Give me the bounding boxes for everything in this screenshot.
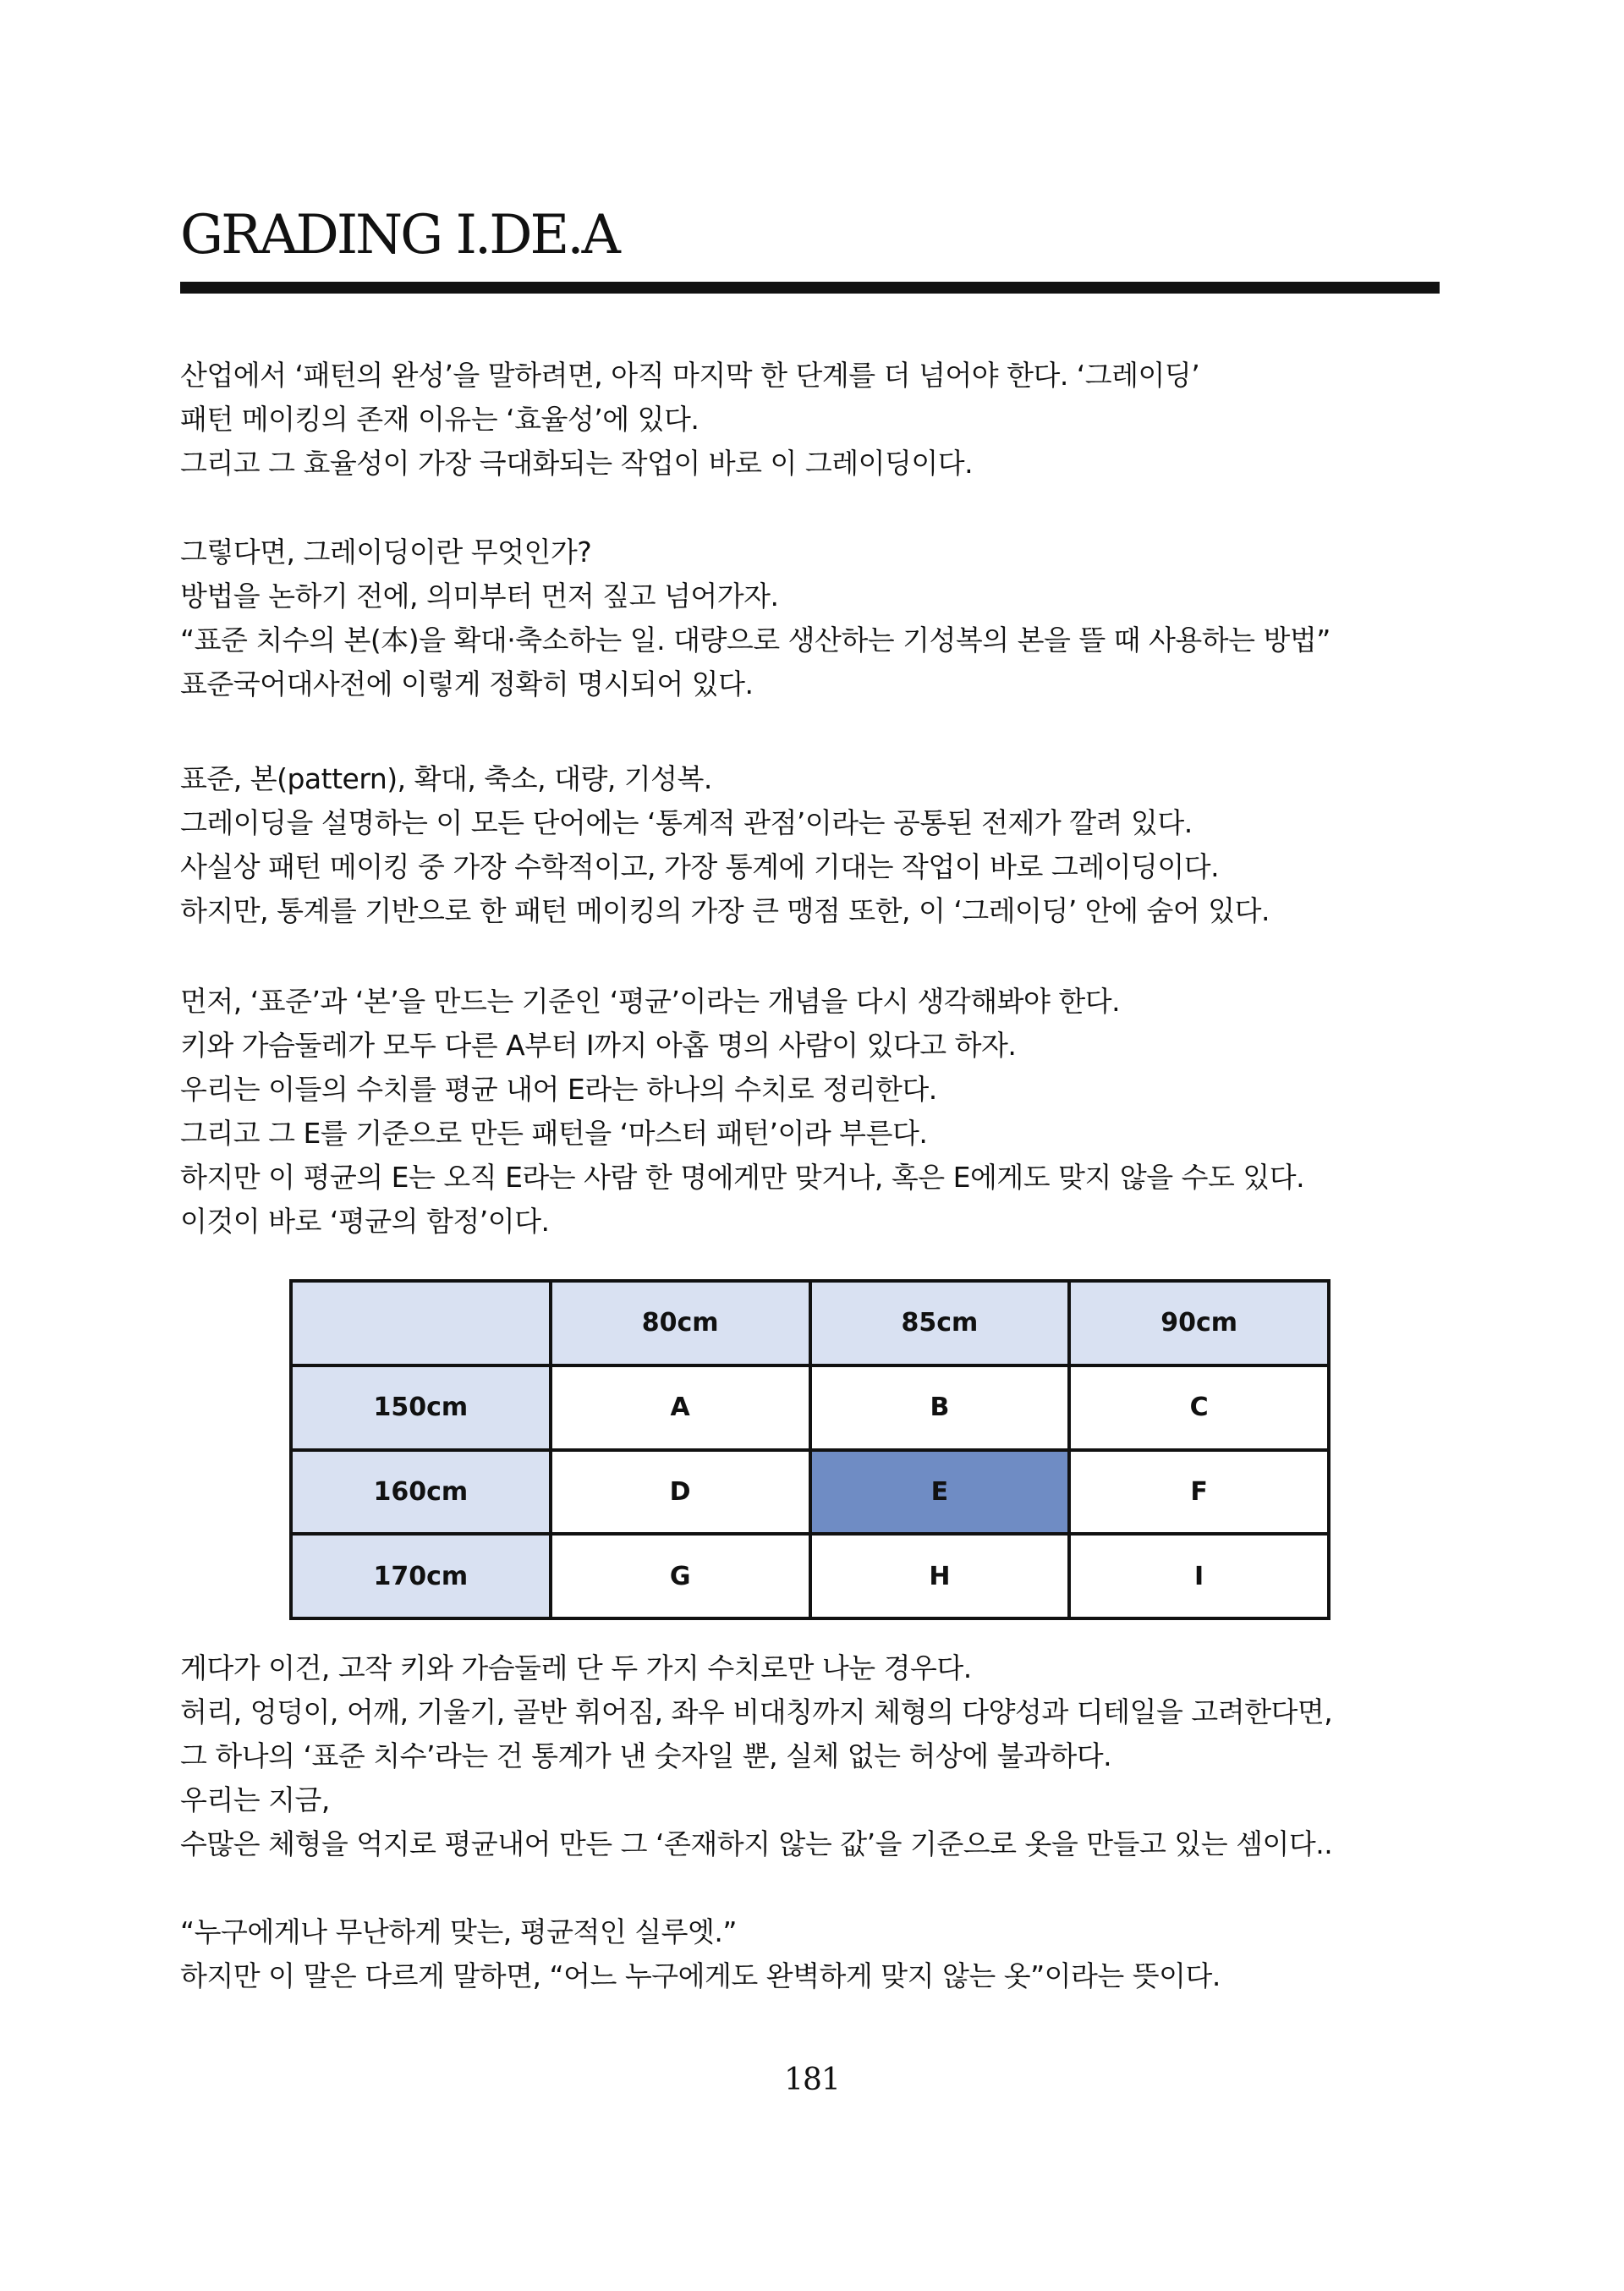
page-title: GRADING I.DE.A	[180, 204, 618, 266]
paragraph-body-diversity	[180, 1646, 1466, 1866]
table-cell: G	[551, 1534, 810, 1618]
text-line: 표준국어대사전에 이렇게 정확히 명시되어 있다.	[180, 668, 754, 700]
row-header-height: 160cm	[291, 1450, 551, 1535]
table-cell: C	[1069, 1365, 1329, 1450]
paragraph-grading-intro	[180, 354, 1466, 486]
table-cell: D	[551, 1450, 810, 1535]
text-line: 그렇다면, 그레이딩이란 무엇인가?	[180, 536, 592, 569]
page-number: 181	[784, 2063, 840, 2097]
text-line: 허리, 엉덩이, 어깨, 기울기, 골반 휘어짐, 좌우 비대칭까지 체형의 다양성과 디테일을 고려한다면,	[180, 1695, 1333, 1728]
text-line: 방법을 논하기 전에, 의미부터 먼저 짚고 넘어가자.	[180, 580, 779, 613]
size-grid-table	[289, 1279, 1330, 1620]
text-line: 키와 가슴둘레가 모두 다른 A부터 I까지 아홉 명의 사람이 있다고 하자.	[180, 1029, 1017, 1062]
text-line: 패턴 메이킹의 존재 이유는 ‘효율성’에 있다.	[180, 403, 700, 436]
text-line: 이것이 바로 ‘평균의 함정’이다.	[180, 1205, 550, 1238]
text-line: 그 하나의 ‘표준 치수’라는 건 통계가 낸 숫자일 뿐, 실체 없는 허상에 불과하다.	[180, 1739, 1112, 1772]
table-row	[291, 1450, 1329, 1535]
paragraph-statistics	[180, 757, 1466, 933]
row-header-height: 170cm	[291, 1534, 551, 1618]
column-header-chest: 90cm	[1069, 1281, 1329, 1365]
text-line: 먼저, ‘표준’과 ‘본’을 만드는 기준인 ‘평균’이라는 개념을 다시 생각해봐야 한다.	[180, 985, 1121, 1018]
table-cell: F	[1069, 1450, 1329, 1535]
text-line: “누구에게나 무난하게 맞는, 평균적인 실루엣.”	[180, 1915, 737, 1948]
text-line: 우리는 이들의 수치를 평균 내어 E라는 하나의 수치로 정리한다.	[180, 1073, 937, 1106]
table-cell: A	[551, 1365, 810, 1450]
paragraph-definition	[180, 530, 1466, 706]
row-header-height: 150cm	[291, 1365, 551, 1450]
text-line: “표준 치수의 본(本)을 확대·축소하는 일. 대량으로 생산하는 기성복의 본을 뜰 때 사용하는 방법”	[180, 624, 1330, 657]
text-line: 표준, 본(pattern), 확대, 축소, 대량, 기성복.	[180, 762, 712, 795]
table-row	[291, 1365, 1329, 1450]
text-line: 게다가 이건, 고작 키와 가슴둘레 단 두 가지 수치로만 나눈 경우다.	[180, 1651, 972, 1684]
table-cell-highlighted-average: E	[810, 1450, 1070, 1535]
paragraph-average-trap	[180, 980, 1466, 1244]
title-underline	[180, 282, 1440, 294]
text-line: 하지만 이 평균의 E는 오직 E라는 사람 한 명에게만 맞거나, 혹은 E에게도 맞지 않을 수도 있다.	[180, 1161, 1305, 1194]
text-line: 그레이딩을 설명하는 이 모든 단어에는 ‘통계적 관점’이라는 공통된 전제가 깔려 있다.	[180, 806, 1193, 839]
column-header-chest: 85cm	[810, 1281, 1070, 1365]
text-line: 수많은 체형을 억지로 평균내어 만든 그 ‘존재하지 않는 값’을 기준으로 옷을 만들고 있는 셈이다..	[180, 1827, 1333, 1860]
text-line: 사실상 패턴 메이킹 중 가장 수학적이고, 가장 통계에 기대는 작업이 바로 그레이딩이다.	[180, 850, 1220, 883]
table-cell: I	[1069, 1534, 1329, 1618]
table-header-row	[291, 1281, 1329, 1365]
text-line: 우리는 지금,	[180, 1783, 330, 1816]
table-cell: B	[810, 1365, 1070, 1450]
text-line: 하지만 이 말은 다르게 말하면, “어느 누구에게도 완벽하게 맞지 않는 옷”이라는 뜻이다.	[180, 1959, 1221, 1992]
table-cell: H	[810, 1534, 1070, 1618]
column-header-chest: 80cm	[551, 1281, 810, 1365]
table-row	[291, 1534, 1329, 1618]
text-line: 그리고 그 효율성이 가장 극대화되는 작업이 바로 이 그레이딩이다.	[180, 447, 974, 480]
table-corner-cell	[291, 1281, 551, 1365]
text-line: 산업에서 ‘패턴의 완성’을 말하려면, 아직 마지막 한 단계를 더 넘어야 한다. ‘그레이딩’	[180, 359, 1200, 392]
text-line: 그리고 그 E를 기준으로 만든 패턴을 ‘마스터 패턴’이라 부른다.	[180, 1117, 928, 1150]
paragraph-conclusion	[180, 1910, 1466, 1998]
text-line: 하지만, 통계를 기반으로 한 패턴 메이킹의 가장 큰 맹점 또한, 이 ‘그레이딩’ 안에 숨어 있다.	[180, 894, 1270, 927]
